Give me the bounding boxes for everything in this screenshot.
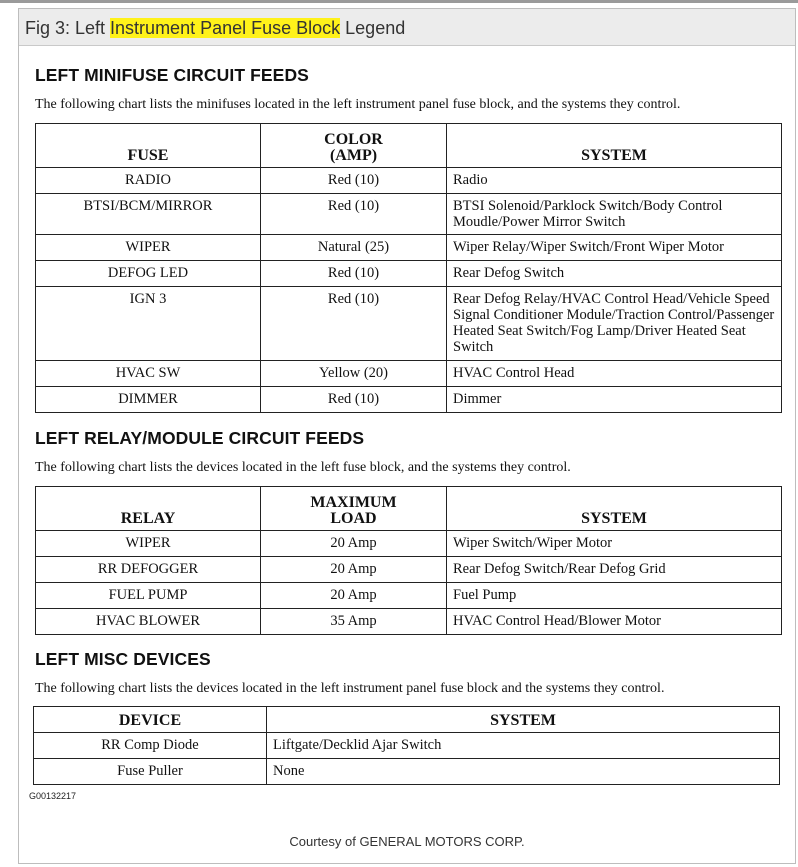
relay-header-relay: RELAY bbox=[36, 487, 261, 531]
table-row bbox=[36, 531, 782, 557]
system-cell: Radio bbox=[447, 168, 782, 194]
figure-code: G00132217 bbox=[29, 791, 77, 801]
misc-header-row bbox=[34, 707, 780, 733]
device-cell: RR Comp Diode bbox=[34, 733, 267, 759]
relay-header-load-line1: MAXIMUM bbox=[310, 494, 397, 511]
system-cell: HVAC Control Head/Blower Motor bbox=[447, 609, 782, 635]
system-cell: Rear Defog Relay/HVAC Control Head/Vehicle Speed Signal Conditioner Module/Traction Control/Passenger Heated Seat Switch/Fog Lamp/Driver Heated Seat Switch bbox=[447, 287, 782, 361]
relay-heading: LEFT RELAY/MODULE CIRCUIT FEEDS bbox=[35, 428, 365, 448]
table-row bbox=[36, 583, 782, 609]
system-cell: None bbox=[267, 759, 780, 785]
system-cell: Rear Defog Switch bbox=[447, 261, 782, 287]
fuse-cell: BTSI/BCM/MIRROR bbox=[36, 194, 261, 235]
color-cell: Red (10) bbox=[261, 287, 447, 361]
misc-header-system: SYSTEM bbox=[267, 707, 780, 733]
relay-cell: WIPER bbox=[36, 531, 261, 557]
relay-header-load bbox=[261, 487, 447, 531]
table-row bbox=[36, 557, 782, 583]
system-cell: HVAC Control Head bbox=[447, 361, 782, 387]
fuse-cell: IGN 3 bbox=[36, 287, 261, 361]
relay-table bbox=[35, 486, 782, 635]
load-cell: 20 Amp bbox=[261, 583, 447, 609]
relay-intro: The following chart lists the devices located in the left fuse block, and the systems they control. bbox=[35, 460, 571, 475]
color-cell: Red (10) bbox=[261, 194, 447, 235]
minifuse-header-color bbox=[261, 124, 447, 168]
minifuse-header-color-line2: (AMP) bbox=[329, 147, 378, 164]
color-cell: Red (10) bbox=[261, 387, 447, 413]
relay-cell: HVAC BLOWER bbox=[36, 609, 261, 635]
minifuse-header-fuse: FUSE bbox=[36, 124, 261, 168]
minifuse-header-system: SYSTEM bbox=[447, 124, 782, 168]
relay-cell: RR DEFOGGER bbox=[36, 557, 261, 583]
top-border bbox=[0, 0, 798, 3]
misc-intro: The following chart lists the devices located in the left instrument panel fuse block and the systems they control. bbox=[35, 681, 665, 696]
relay-header-row bbox=[36, 487, 782, 531]
system-cell: Wiper Switch/Wiper Motor bbox=[447, 531, 782, 557]
system-cell: BTSI Solenoid/Parklock Switch/Body Control Moudle/Power Mirror Switch bbox=[447, 194, 782, 235]
figure-title-highlight: Instrument Panel Fuse Block bbox=[110, 18, 341, 38]
color-cell: Red (10) bbox=[261, 168, 447, 194]
table-row bbox=[36, 194, 782, 235]
table-row bbox=[34, 759, 780, 785]
minifuse-header-color-line1: COLOR bbox=[324, 131, 383, 148]
fuse-cell: DEFOG LED bbox=[36, 261, 261, 287]
misc-table bbox=[33, 706, 780, 785]
load-cell: 35 Amp bbox=[261, 609, 447, 635]
load-cell: 20 Amp bbox=[261, 531, 447, 557]
system-cell: Fuel Pump bbox=[447, 583, 782, 609]
color-cell: Red (10) bbox=[261, 261, 447, 287]
system-cell: Dimmer bbox=[447, 387, 782, 413]
fuse-cell: HVAC SW bbox=[36, 361, 261, 387]
table-row bbox=[36, 235, 782, 261]
color-cell: Yellow (20) bbox=[261, 361, 447, 387]
figure-title-prefix: Fig 3: Left bbox=[25, 18, 111, 38]
fuse-cell: RADIO bbox=[36, 168, 261, 194]
minifuse-heading: LEFT MINIFUSE CIRCUIT FEEDS bbox=[35, 65, 309, 85]
table-row bbox=[36, 361, 782, 387]
figure-frame bbox=[18, 8, 796, 864]
device-cell: Fuse Puller bbox=[34, 759, 267, 785]
system-cell: Wiper Relay/Wiper Switch/Front Wiper Motor bbox=[447, 235, 782, 261]
relay-header-system: SYSTEM bbox=[447, 487, 782, 531]
misc-header-device: DEVICE bbox=[34, 707, 267, 733]
table-row bbox=[36, 168, 782, 194]
relay-header-load-line2: LOAD bbox=[330, 510, 377, 527]
figure-title-suffix: Legend bbox=[340, 18, 406, 38]
relay-cell: FUEL PUMP bbox=[36, 583, 261, 609]
minifuse-header-row bbox=[36, 124, 782, 168]
misc-heading: LEFT MISC DEVICES bbox=[35, 649, 211, 669]
fuse-cell: DIMMER bbox=[36, 387, 261, 413]
figure-title bbox=[19, 9, 795, 46]
load-cell: 20 Amp bbox=[261, 557, 447, 583]
system-cell: Liftgate/Decklid Ajar Switch bbox=[267, 733, 780, 759]
color-cell: Natural (25) bbox=[261, 235, 447, 261]
table-row bbox=[36, 609, 782, 635]
minifuse-table bbox=[35, 123, 782, 413]
courtesy-note: Courtesy of GENERAL MOTORS CORP. bbox=[289, 834, 525, 849]
table-row bbox=[36, 387, 782, 413]
system-cell: Rear Defog Switch/Rear Defog Grid bbox=[447, 557, 782, 583]
table-row bbox=[34, 733, 780, 759]
fuse-cell: WIPER bbox=[36, 235, 261, 261]
minifuse-intro: The following chart lists the minifuses located in the left instrument panel fuse block, and the systems they control. bbox=[35, 97, 681, 112]
table-row bbox=[36, 287, 782, 361]
table-row bbox=[36, 261, 782, 287]
